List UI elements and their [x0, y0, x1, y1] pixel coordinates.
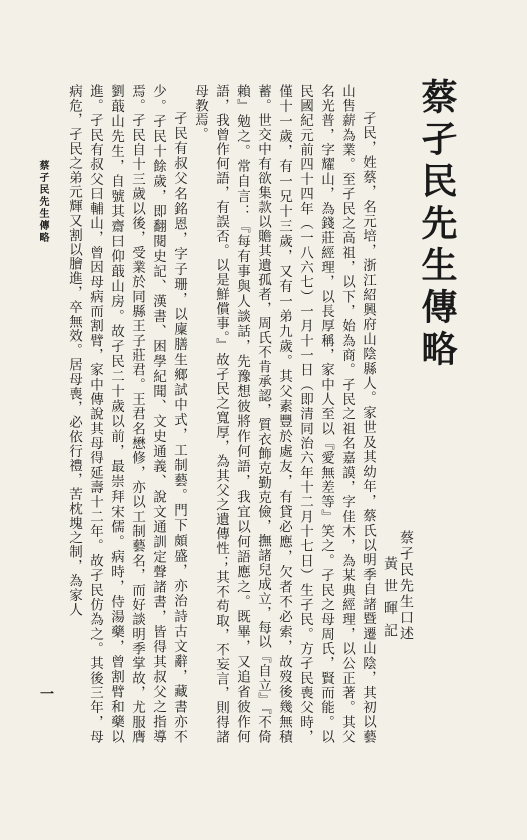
- paragraph-2: 孑民有叔父名銘恩，字子珊，以廩膳生鄉試中式，工制藝。門下頗盛，亦治詩古文辭，藏書亦不少。孑民十餘歲，即翻閱史記、漢書、困學紀聞、文史通義、說文通訓定聲諸書，皆得其叔父之指導焉。孑民自十三歲以後，受業於同縣王子莊君。王君名懋修，亦以工制藝名，而好談明季掌故，尤服膺劉蕺山先生，自號其齋曰仰蕺山房。故孑民二十歲以前，最崇拜宋儒。病時，侍湯藥，曾割臂和藥以進。孑民有叔父曰輔山，曾因母病而割臂，家中傳說其母得延壽十二年。故孑民仿為之。其後三年，母病危，孑民之弟元輝又割以膾進，卒無效。居母喪，必依行禮，苦枕塊之制，為家人: [66, 84, 187, 744]
- paragraph-1: 孑民，姓蔡，名元培，浙江紹興府山陰縣人。家世及其幼年，蔡氏以明季自諸暨遷山陰，其初以藝山售薪為業。至孑民之高祖，以下，始為商。孑民之祖名嘉謨，字佳木，為某典經理，以公正著。其父名光普，字耀山，為錢莊經理，以長厚稱，家中人至以『愛無差等』笑之。孑民之母周氏，賢而能。以民國紀元前四十四年（一八六七）一月十一日（即清同治六年十二月十七日）生孑民。方孑民喪父時，僅十一歲，有一兄十三歲，又有一弟九歲。其父素豐於處友，有貸必應，欠者不必索，故歿後幾無積蓄。世交中有欲集款以贍其遺孤者，周氏不肯承認，質衣飾克勤克儉，撫諸兒成立，每以『自立』『不倚賴』勉之。常自言：『每有事與人談話，先豫想彼將作何語，我宜以何語應之。既畢，又追省彼作何語，我曾作何語，有誤否。以是鮮償事。』故孑民之寬厚，為其父之遺傳性；其不苟取，不妄言，則得諸母教焉。: [192, 84, 376, 744]
- author-line-1: 蔡孑民先生口述: [398, 530, 414, 642]
- side-running-title: 蔡孑民先生傳略: [37, 160, 48, 244]
- main-text: [58, 84, 378, 744]
- page-title: 蔡孑民先生傳略: [416, 78, 458, 372]
- author-line-2: 黃 世 暉 記: [382, 556, 398, 640]
- author-block: [382, 530, 414, 690]
- page-number: 一: [40, 687, 54, 703]
